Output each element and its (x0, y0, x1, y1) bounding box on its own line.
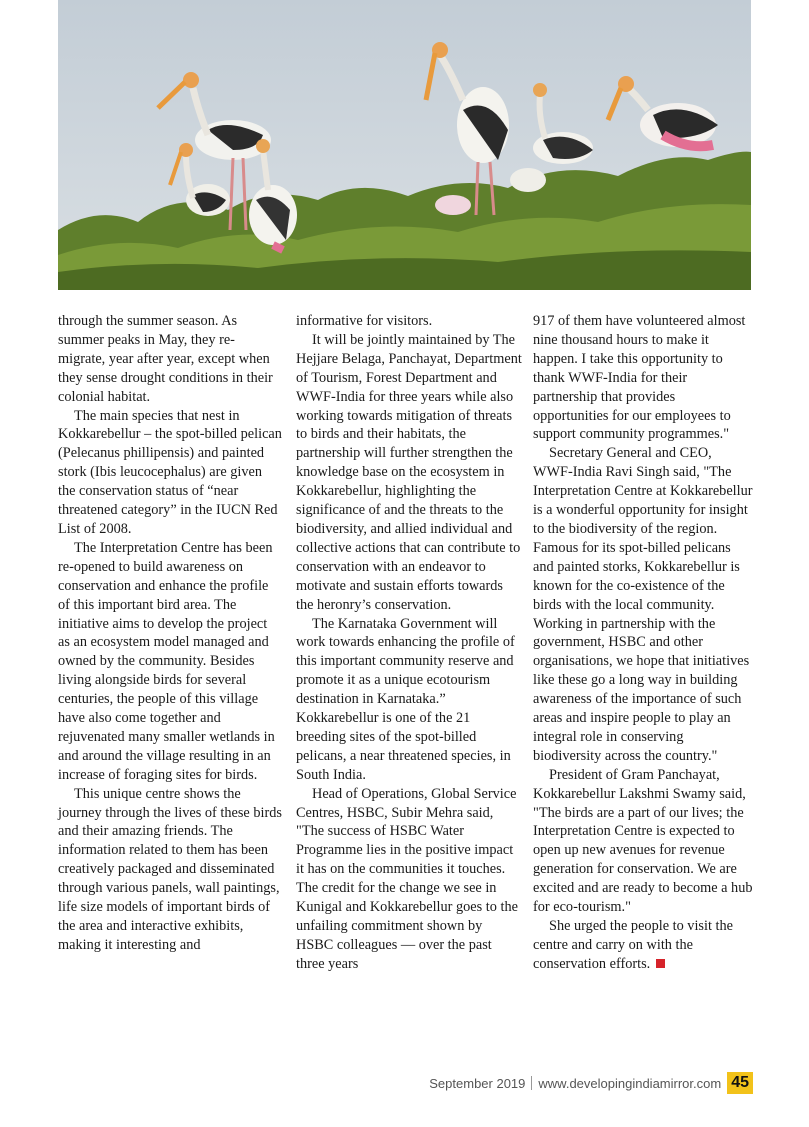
paragraph: 917 of them have volunteered almost nine thousand hours to make it happen. I take this opportunity to thank WWF-India for their partnership that provides opportunities for our employees to support community programmes." (533, 313, 746, 443)
footer-divider (531, 1076, 532, 1090)
paragraph: She urged the people to visit the centre and carry on with the conservation efforts. (533, 918, 733, 972)
painted-storks-photo (58, 0, 751, 290)
paragraph: Head of Operations, Global Service Centres, HSBC, Subir Mehra said, "The success of HSBC Water Programme lies in the positive impact it has on the communities it touches. The credit for the change we see in Kunigal and Kokkarebellur goes to the unfailing commitment shown by HSBC colleagues — over the past three years (296, 785, 518, 972)
text-column-3 (533, 312, 753, 974)
website-link[interactable]: www.developingindiamirror.com (538, 1075, 722, 1091)
text-column-1 (58, 312, 282, 955)
paragraph: The Interpretation Centre has been re-opened to build awareness on conservation and enhance the profile of this important bird area. The initiative aims to develop the project as an ecosystem model managed and owned by the community. Besides living alongside birds for several centuries, the people of this village have also come together and rejuvenated many smaller wetlands in and around the village resulting in an increase of foraging sites for birds. (58, 539, 275, 783)
paragraph: Secretary General and CEO, WWF-India Ravi Singh said, "The Interpretation Centre at Kokkarebellur is a wonderful opportunity for insight to the biodiversity of the region. Famous for its spot-billed pelicans and painted storks, Kokkarebellur is known for the co-existence of the birds with the local community. Working in partnership with the government, HSBC and other organisations, we hope that initiatives like these go a long way in building awareness of the importance of such areas and inspire people to play an integral role in conserving biodiversity across the country." (533, 445, 753, 764)
issue-date: September 2019 (429, 1075, 526, 1091)
paragraph: President of Gram Panchayat, Kokkarebellur Lakshmi Swamy said, "The birds are a part of our lives; the Interpretation Centre is expected to open up new avenues for revenue generation for conservation. We are excited and are ready to become a hub for eco-tourism." (533, 766, 753, 916)
paragraph: through the summer season. As summer peaks in May, they re-migrate, year after year, except when they sense drought conditions in their colonial habitat. (58, 313, 273, 405)
paragraph: informative for visitors. (296, 313, 433, 329)
end-of-article-mark (656, 959, 665, 968)
paragraph: The Karnataka Government will work towards enhancing the profile of this important community reserve and promote it as a unique ecotourism destination in Karnataka.” Kokkarebellur is one of the 21 breeding sites of the spot-billed pelicans, a near threatened species, in South India. (296, 615, 515, 783)
storks-illustration (58, 0, 751, 290)
paragraph: This unique centre shows the journey through the lives of these birds and their amazing friends. The information related to them has been creatively packaged and disseminated through various panels, wall paintings, life size models of important birds of the area and interactive exhibits, making it interesting and (58, 785, 282, 953)
page-footer (429, 1072, 753, 1094)
page-number: 45 (727, 1072, 753, 1094)
text-column-2 (296, 312, 522, 974)
paragraph: The main species that nest in Kokkarebellur – the spot-billed pelican (Pelecanus phillipensis) and painted stork (Ibis leucocephalus) are given the conservation status of “near threatened category” in the IUCN Red List of 2008. (58, 407, 282, 537)
paragraph: It will be jointly maintained by The Hejjare Belaga, Panchayat, Department of Tourism, Forest Department and WWF-India for three years while also working towards mitigation of threats to birds and their habitats, the partnership will further strengthen the knowledge base on the ecosystem in Kokkarebellur, highlighting the significance of and the threats to the biodiversity, and allied individual and collective actions that can contribute to conservation with an endeavor to motivate and sustain efforts towards the heronry’s conservation. (296, 331, 522, 613)
